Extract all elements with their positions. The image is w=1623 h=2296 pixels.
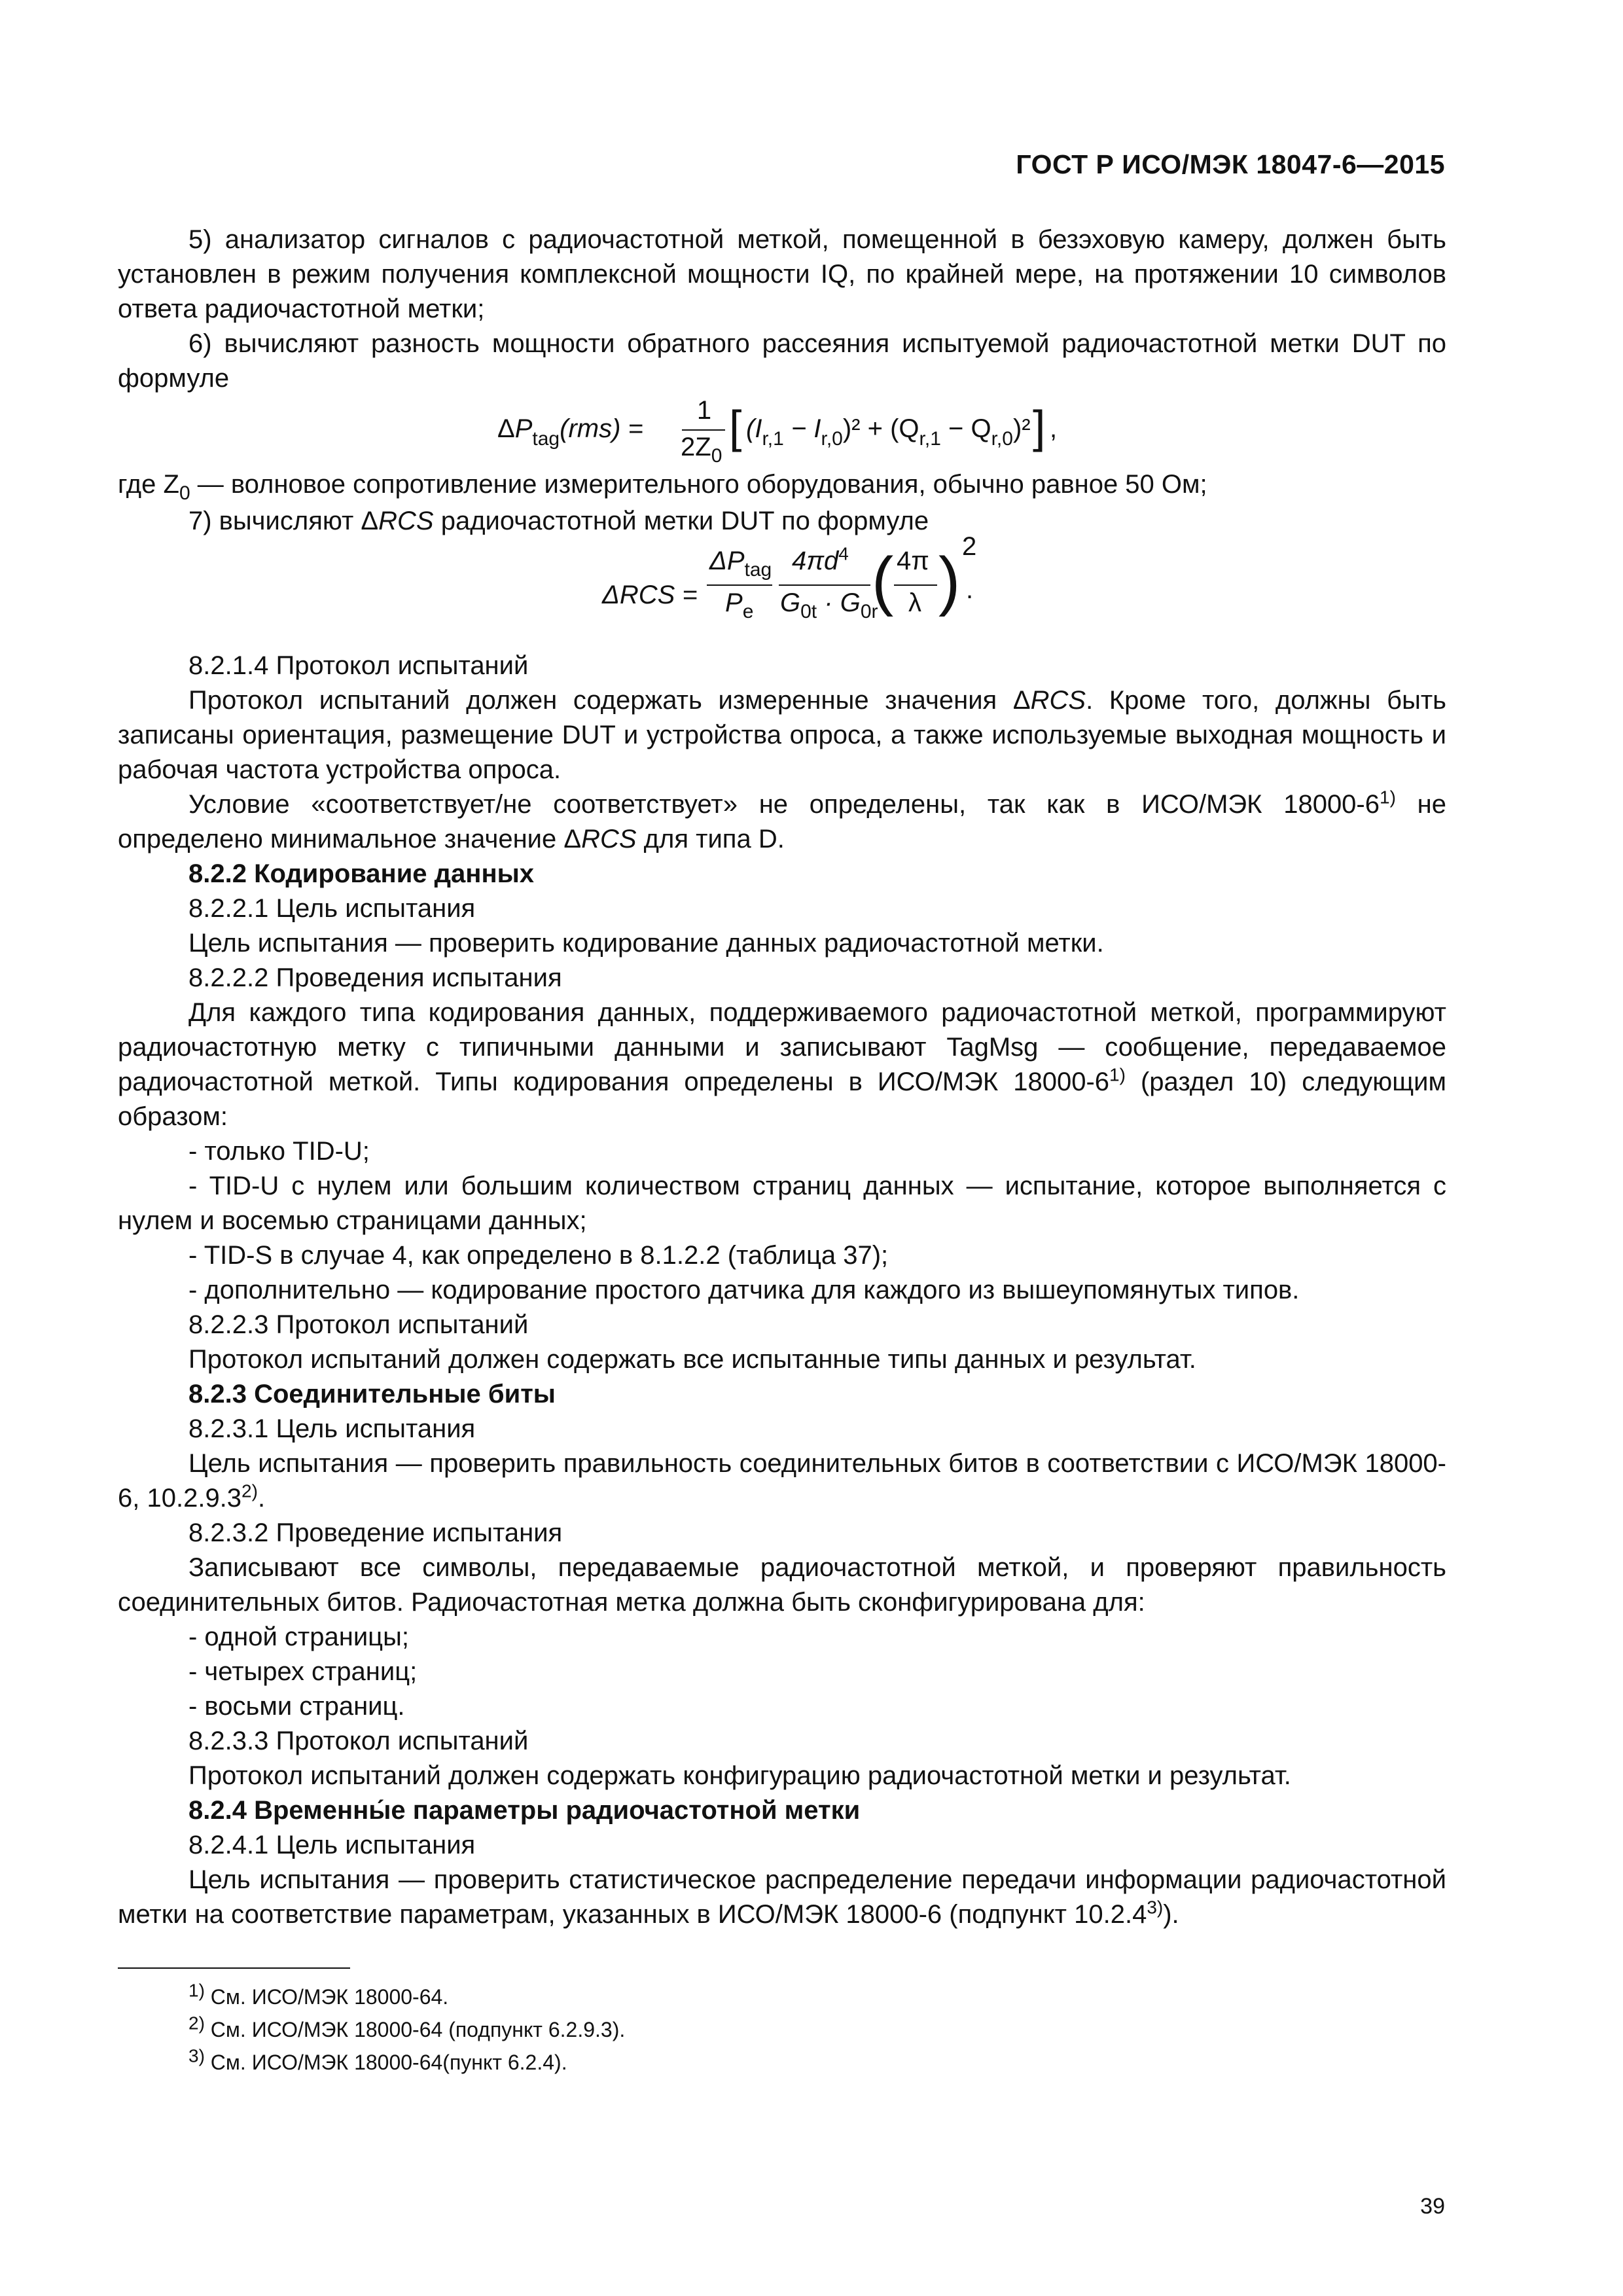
list-item: - TID-U с нулем или большим количеством страниц данных — испытание, которое выполняется с нулем и восемью страницами данных; [118,1172,1446,1235]
paragraph: 5) анализатор сигналов с радиочастотной меткой, помещенной в безэховую камеру, должен быть установлен в режим получения комплексной мощности IQ, по крайней мере, на протяжении 10 символов ответа радиочастотной метки; [118,225,1446,323]
paragraph: Цель испытания — проверить статистическое распределение передачи информации радиочастотной метки на соответствие параметрам, указанных в ИСО/МЭК 18000-6 (подпункт 10.2.4$^{3)}$). [118,1865,1446,1929]
paragraph: Записывают все символы, передаваемые радиочастотной меткой, и проверяют правильность соединительных битов. Радиочастотная метка должна быть сконфигурирована для: [118,1553,1446,1617]
paragraph: Протокол испытаний должен содержать конфигурацию радиочастотной метки и результат. [188,1761,1291,1790]
list-item: - TID-S в случае 4, как определено в 8.1.2.2 (таблица 37); [188,1241,889,1270]
subsection-heading: 8.2.2.3 Протокол испытаний [188,1310,529,1339]
subsection-heading: 8.2.2.2 Проведения испытания [188,963,562,992]
section-heading: 8.2.3 Соединительные биты [188,1380,556,1408]
footnotes [188,1981,625,2079]
paragraph: 6) вычисляют разность мощности обратного рассеяния испытуемой радиочастотной метки DUT по формуле [118,329,1446,393]
section-heading: 8.2.2 Кодирование данных [188,859,535,888]
paragraph: Протокол испытаний должен содержать измеренные значения ΔRCS. Кроме того, должны быть записаны ориентация, размещение DUT и устройства опроса, а также используемые выходная мощность и рабочая частота устройства опроса. [118,686,1446,784]
section-heading: 8.2.1.4 Протокол испытаний [188,651,529,680]
paragraph: Цель испытания — проверить правильность соединительных битов в соответствии с ИСО/МЭК 18000-6, 10.2.9.3$^{2)}$. [118,1449,1446,1513]
paragraph: Протокол испытаний должен содержать все испытанные типы данных и результат. [188,1345,1196,1374]
page-body [118,223,1446,1932]
paragraph: Цель испытания — проверить кодирование данных радиочастотной метки. [188,929,1104,958]
paragraph: Для каждого типа кодирования данных, поддерживаемого радиочастотной меткой, программируют радиочастотную метку с типичными данными и записывают TagMsg — сообщение, передаваемое радиочастотной меткой. Типы кодирования определены в ИСО/МЭК 18000-6$^{1)}$ (раздел 10) следующим образом: [118,998,1447,1131]
document-header: ГОСТ Р ИСО/МЭК 18047-6—2015 [1016,149,1445,179]
subsection-heading: 8.2.4.1 Цель испытания [188,1831,476,1859]
list-item: - дополнительно — кодирование простого датчика для каждого из вышеупомянутых типов. [188,1276,1300,1304]
formula-delta-p-tag: $\Delta P_{tag}(rms)$ = 1 $2Z_0$ [ $(I_{r,1} - I_{r,0})^2 + (Q_{r,1} - Q_{r,0})^2$ ] , [497,396,1058,467]
footnote-divider [118,1967,350,1969]
footnote: $^{1)}$ См. ИСО/МЭК 18000-64. [188,1980,449,2009]
list-item: - только TID-U; [188,1137,370,1166]
footnote: $^{2)}$ См. ИСО/МЭК 18000-64 (подпункт 6.2.9.3). [188,2013,626,2041]
page-number: 39 [1420,2194,1445,2219]
section-heading: 8.2.4 Временны́е параметры радиочастотной метки [188,1796,861,1825]
formula-delta-rcs: ΔRCS = $\Delta P_{tag}$ $P_e$ $4\pi d^4$ $G_{0t} \cdot G_{0r}$ ( 4π λ ) 2 . [602,532,977,622]
paragraph: 7) вычисляют ΔRCS радиочастотной метки DUT по формуле [188,507,929,535]
subsection-heading: 8.2.3.2 Проведение испытания [188,1518,563,1547]
subsection-heading: 8.2.3.3 Протокол испытаний [188,1727,529,1755]
footnote: $^{3)}$ См. ИСО/МЭК 18000-64(пункт 6.2.4). [188,2045,567,2074]
list-item: - четырех страниц; [188,1657,418,1686]
paragraph: Условие «соответствует/не соответствует» не определены, так как в ИСО/МЭК 18000-6$^{1)}$ не определено минимальное значение ΔRCS для типа D. [118,787,1446,853]
list-item: - восьми страниц. [188,1692,405,1721]
list-item: - одной страницы; [188,1623,409,1651]
subsection-heading: 8.2.3.1 Цель испытания [188,1414,476,1443]
subsection-heading: 8.2.2.1 Цель испытания [188,894,476,923]
paragraph-where: где $Z_0$ — волновое сопротивление измерительного оборудования, обычно равное 50 Ом; [118,470,1207,504]
